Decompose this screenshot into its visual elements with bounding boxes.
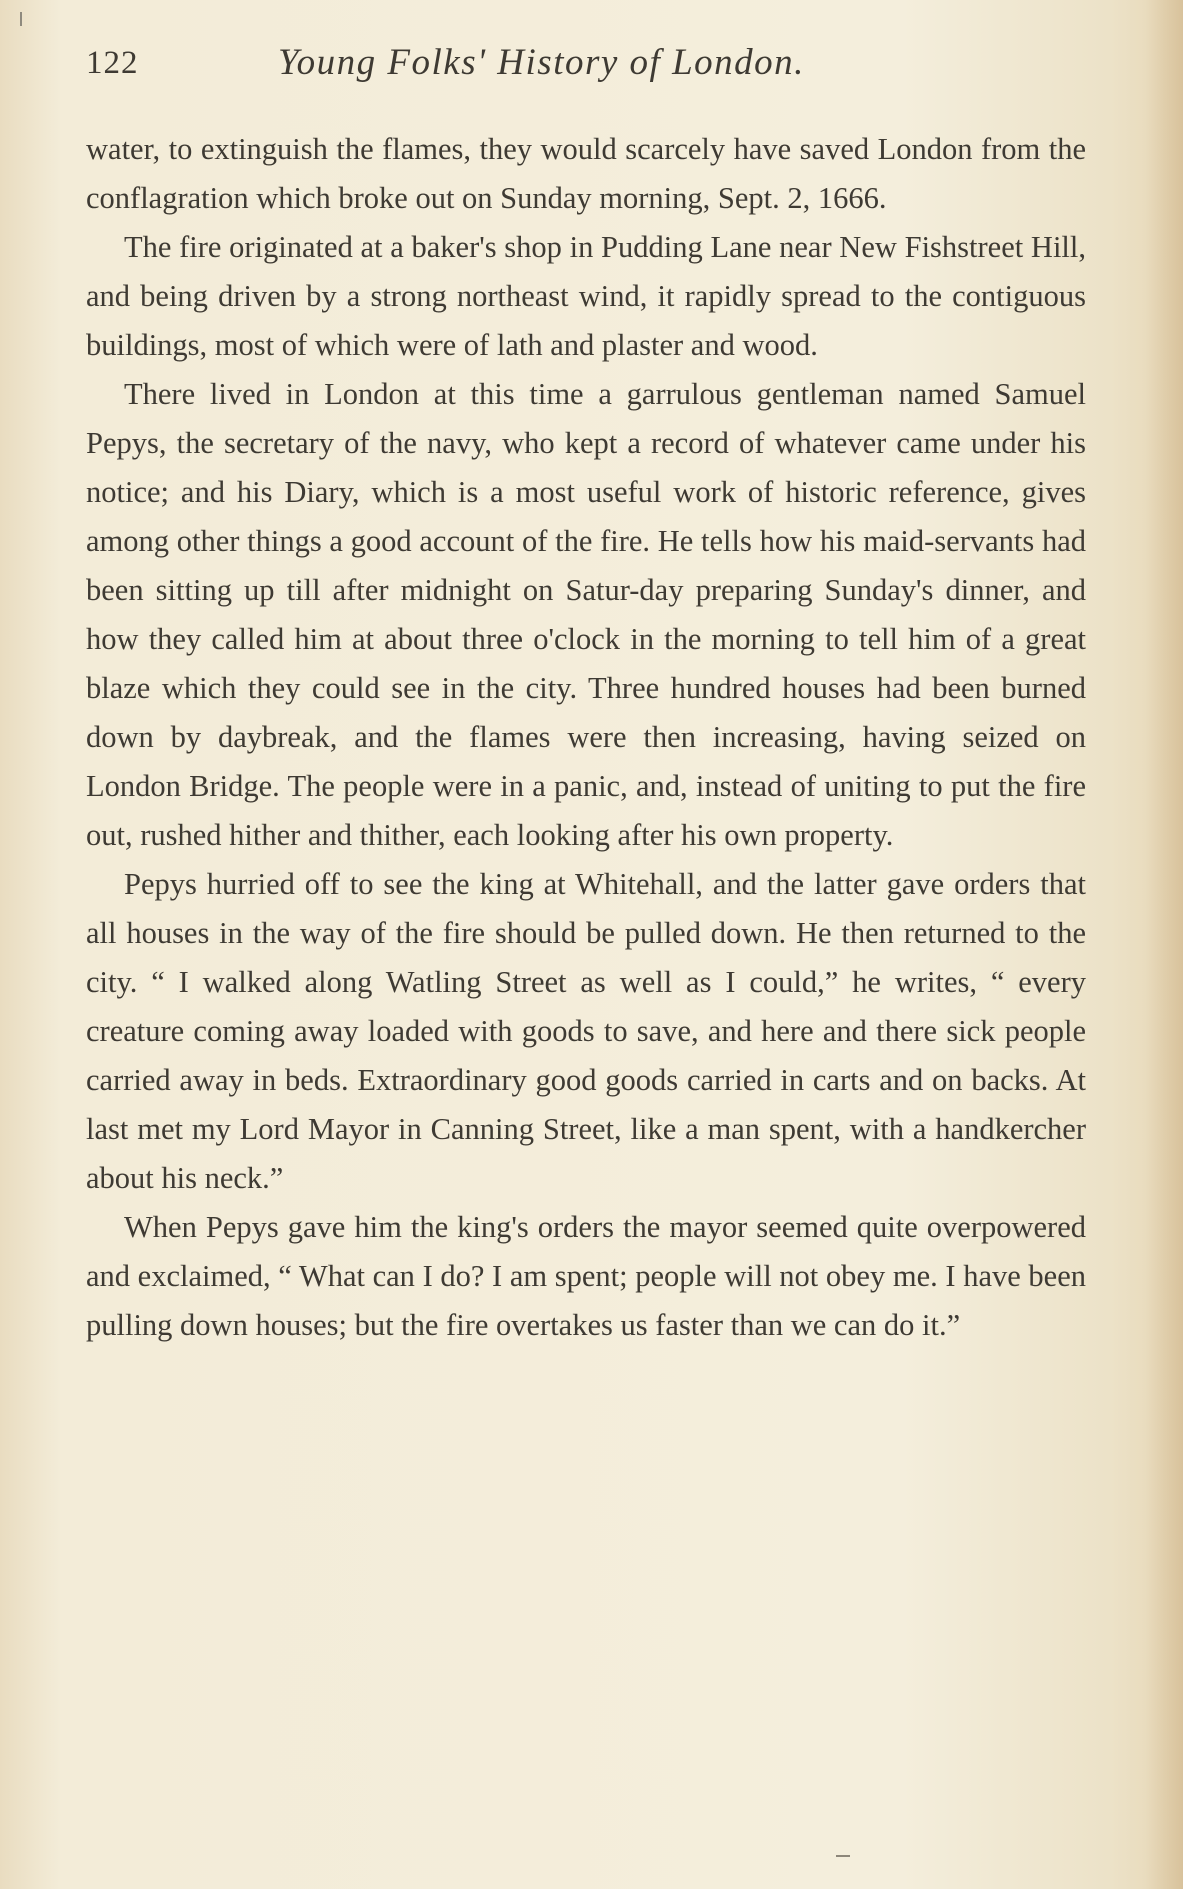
page-header — [86, 38, 1086, 88]
footer-mark — [836, 1855, 850, 1857]
paragraph-4: Pepys hurried off to see the king at Whitehall, and the latter gave orders that all houses in the way of the fire should be pulled down. He then returned to the city. “ I walked along Watling Street as well as I could,” he writes, “ every creature coming away loaded with goods to save, and here and there sick people carried away in beds. Extraordinary good goods carried in carts and on backs. At last met my Lord Mayor in Canning Street, like a man spent, with a handkercher about his neck.” — [86, 867, 1086, 1195]
page-number: 122 — [86, 45, 139, 81]
body-text — [86, 125, 1086, 1350]
paragraph-5: When Pepys gave him the king's orders the mayor seemed quite overpowered and exclaimed, “ What can I do? I am spent; people will not obey me. I have been pulling down houses; but the fire overtakes us faster than we can do it.” — [86, 1210, 1086, 1342]
page-edge-shadow — [1145, 0, 1183, 1889]
paragraph-3: There lived in London at this time a garrulous gentleman named Samuel Pepys, the secretary of the navy, who kept a record of whatever came under his notice; and his Diary, which is a most useful work of historic reference, gives among other things a good account of the fire. He tells how his maid-servants had been sitting up till after midnight on Satur-day preparing Sunday's dinner, and how they called him at about three o'clock in the morning to tell him of a great blaze which they could see in the city. Three hundred houses had been burned down by daybreak, and the flames were then increasing, having seized on London Bridge. The people were in a panic, and, instead of uniting to put the fire out, rushed hither and thither, each looking after his own property. — [86, 377, 1086, 852]
running-title: Young Folks' History of London. — [278, 42, 805, 83]
margin-mark — [20, 12, 22, 26]
paragraph-2: The fire originated at a baker's shop in Pudding Lane near New Fishstreet Hill, and being driven by a strong northeast wind, it rapidly spread to the contiguous buildings, most of which were of lath and plaster and wood. — [86, 230, 1086, 362]
paragraph-1: water, to extinguish the flames, they would scarcely have saved London from the conflagration which broke out on Sunday morning, Sept. 2, 1666. — [86, 132, 1086, 215]
